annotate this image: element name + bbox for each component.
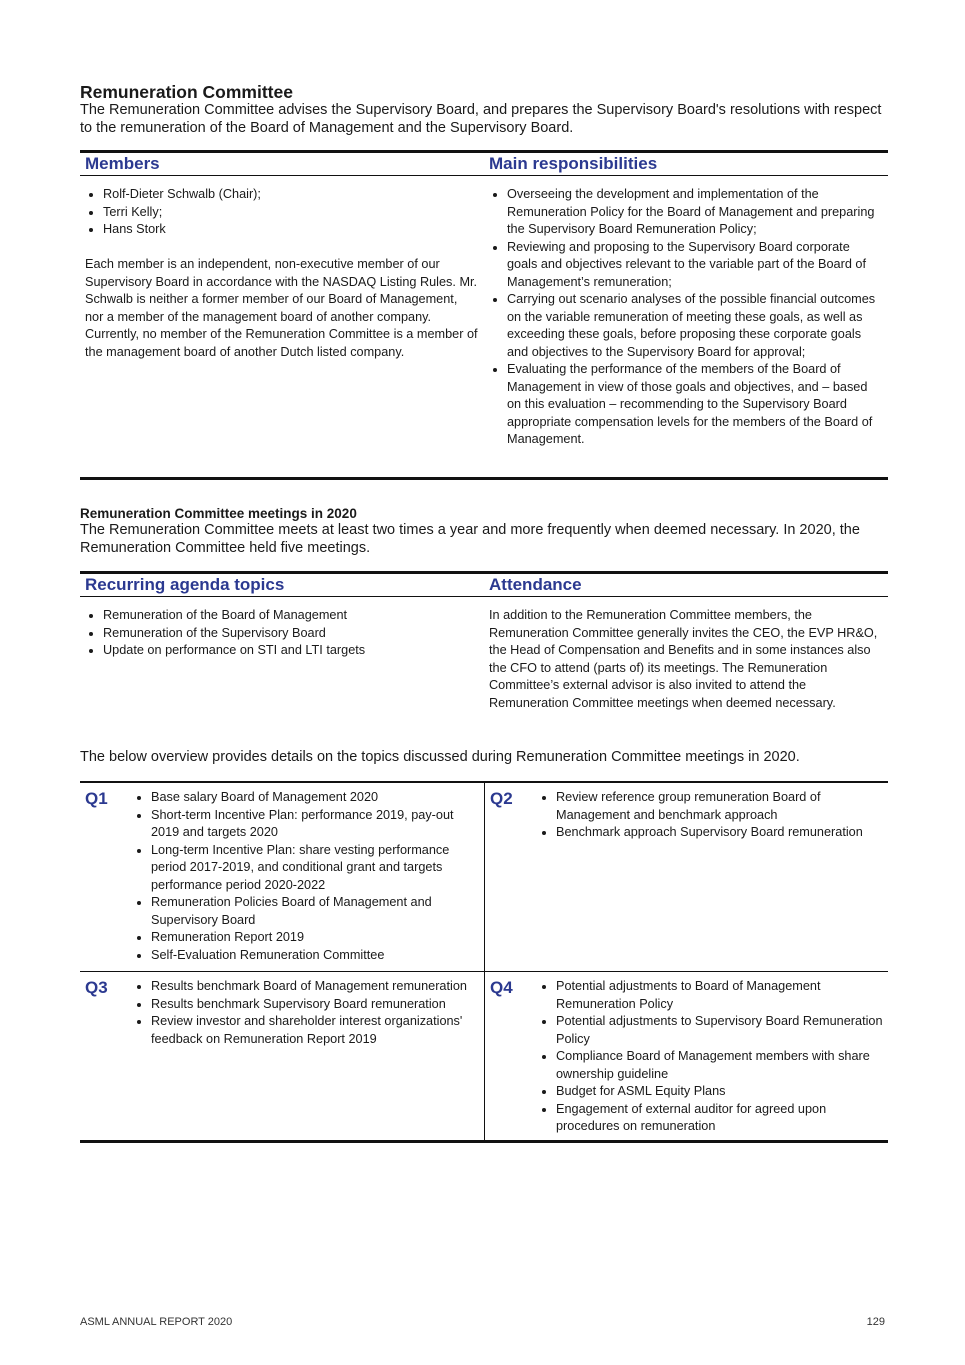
topics-list [85,607,479,660]
quarter-label: Q2 [490,789,513,808]
quarter-label: Q1 [85,789,108,808]
list-item: • Overseeing the development and implementation of the Remuneration Policy for the Board of Management and preparing the Supervisory Board Remuneration Policy; [507,186,883,239]
list-item: • Evaluating the performance of the members of the Board of Management in view of those goals and objectives, and – based on this evaluation – recommending to the Supervisory Board appropriate compensation levels for the members of the Board of Management. [507,361,883,449]
intro-section [80,82,888,137]
responsibilities-column [484,153,888,477]
list-item: • Budget for ASML Equity Plans [556,1083,883,1101]
members-table [80,150,888,480]
list-item: • Long-term Incentive Plan: share vesting performance period 2017-2019, and conditional grant and targets performance period 2020-2022 [151,842,479,895]
list-item: • Engagement of external auditor for agreed upon procedures on remuneration [556,1101,883,1136]
quarters-row [80,783,888,971]
agenda-table [80,571,888,724]
page-title: Remuneration Committee [80,82,293,102]
list-item: • Short-term Incentive Plan: performance 2019, pay-out 2019 and targets 2020 [151,807,479,842]
list-item: • Hans Stork [103,221,479,239]
attendance-text: In addition to the Remuneration Committee members, the Remuneration Committee generally invites the CEO, the EVP HR&O, the Head of Compensation and Benefits and in some instances also the CFO to attend (parts of) its meetings. The Remuneration Committee’s external advisor is also invited to attend the Remuneration Committee meetings when deemed necessary. [489,608,878,710]
list-item: • Compliance Board of Management members with share ownership guideline [556,1048,883,1083]
list-item: • Remuneration Policies Board of Management and Supervisory Board [151,894,479,929]
list-item: • Results benchmark Board of Management remuneration [151,978,479,996]
list-item: • Potential adjustments to Board of Management Remuneration Policy [556,978,883,1013]
attendance-column [484,574,888,724]
members-header: Members [80,153,484,176]
footer-report-name: ASML ANNUAL REPORT 2020 [80,1316,233,1328]
responsibilities-list [489,186,883,449]
list-item: • Benchmark approach Supervisory Board remuneration [556,824,883,842]
quarter-q2 [484,783,888,971]
overview-text: The below overview provides details on the topics discussed during Remuneration Committee meetings in 2020. [80,749,800,765]
members-note: Each member is an independent, non-executive member of our Supervisory Board in accordance with the NASDAQ Listing Rules. Mr. Schwalb is neither a former member of our Board of Management, nor a member of the management board of another company. Currently, no member of the Remuneration Committee is a member of the management board of another Dutch listed company. [85,257,478,359]
quarter-list [133,978,479,1132]
list-item: • Remuneration Report 2019 [151,929,479,947]
members-list [85,186,479,239]
list-item: • Update on performance on STI and LTI targets [103,642,479,660]
list-item: • Review investor and shareholder interest organizations' feedback on Remuneration Report 2019 [151,1013,479,1048]
topics-column [80,574,484,724]
responsibilities-header: Main responsibilities [484,153,888,176]
quarter-list [133,789,479,963]
attendance-header: Attendance [484,574,888,597]
quarter-list [538,789,883,963]
quarters-row [80,971,888,1140]
list-item: • Rolf-Dieter Schwalb (Chair); [103,186,479,204]
list-item: • Terri Kelly; [103,204,479,222]
list-item: • Results benchmark Supervisory Board remuneration [151,996,479,1014]
quarter-label: Q4 [490,978,513,997]
list-item: • Reviewing and proposing to the Supervisory Board corporate goals and objectives relevant to the variable part of the Board of Management’s remuneration; [507,239,883,292]
quarter-label: Q3 [85,978,108,997]
topics-header: Recurring agenda topics [80,574,484,597]
quarter-q4 [484,972,888,1140]
quarter-q1 [80,783,484,971]
quarter-q3 [80,972,484,1140]
list-item: • Potential adjustments to Supervisory Board Remuneration Policy [556,1013,883,1048]
list-item: • Remuneration of the Board of Management [103,607,479,625]
list-item: • Self-Evaluation Remuneration Committee [151,947,479,965]
meetings-heading: Remuneration Committee meetings in 2020 [80,506,357,521]
quarter-list [538,978,883,1132]
footer-page-number: 129 [866,1316,885,1328]
list-item: • Remuneration of the Supervisory Board [103,625,479,643]
list-item: • Carrying out scenario analyses of the possible financial outcomes on the variable remuneration of meeting these goals, as well as exceeding these goals, before proposing these corporate goals and objectives to the Supervisory Board for approval; [507,291,883,361]
overview-section [80,749,888,767]
members-column [80,153,484,477]
intro-text: The Remuneration Committee advises the Supervisory Board, and prepares the Supervisory Board's resolutions with respect to the remuneration of the Board of Management and the Supervisory Board. [80,102,882,136]
list-item: • Review reference group remuneration Board of Management and benchmark approach [556,789,883,824]
quarters-table [80,781,888,1143]
list-item: • Base salary Board of Management 2020 [151,789,479,807]
meetings-text: The Remuneration Committee meets at least two times a year and more frequently when deemed necessary. In 2020, the Remuneration Committee held five meetings. [80,522,860,556]
meetings-section [80,505,888,557]
